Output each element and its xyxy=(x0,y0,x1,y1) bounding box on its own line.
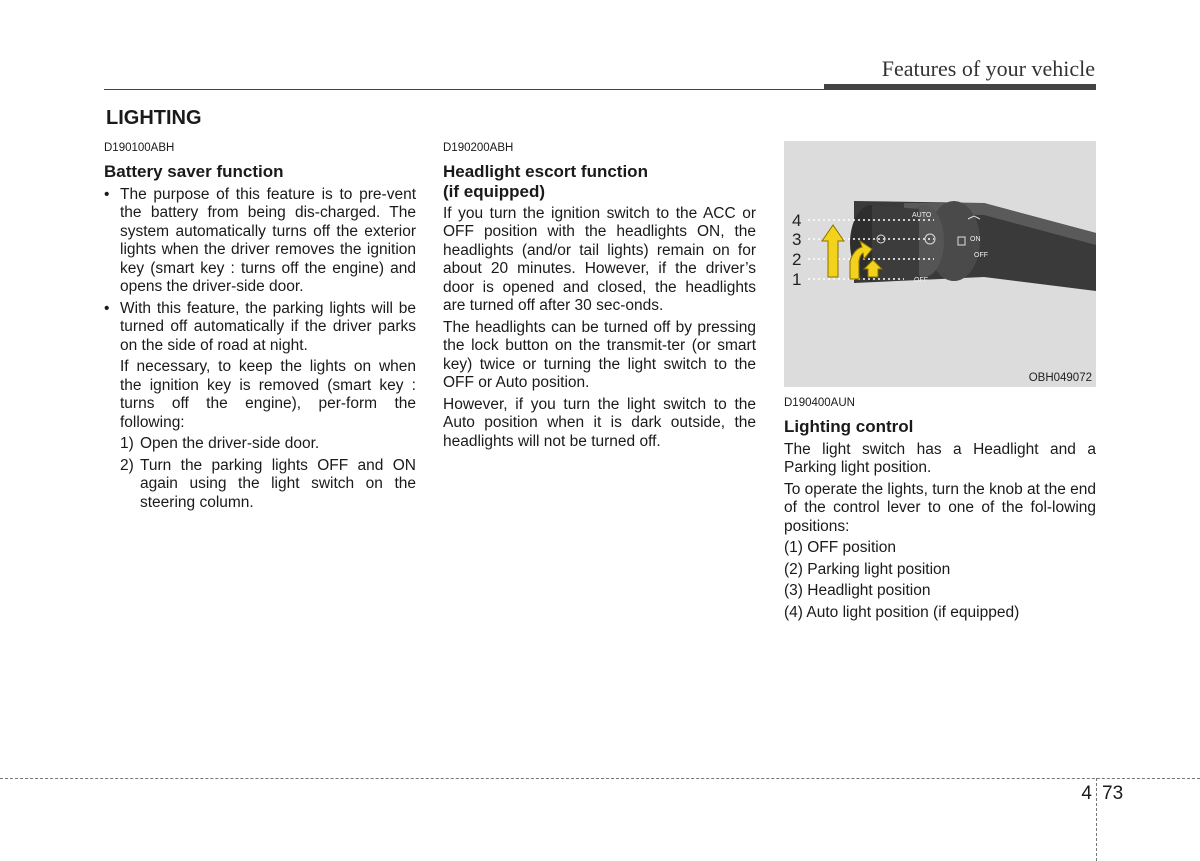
switch-label-on: ON xyxy=(970,236,981,243)
running-header: Features of your vehicle xyxy=(881,56,1095,81)
paragraph: However, if you turn the light switch to the Auto position when it is dark outside, the headlights will not be turned off. xyxy=(443,395,756,450)
header-rule xyxy=(104,89,824,90)
header-rule-thick xyxy=(824,84,1096,90)
footer-divider xyxy=(1096,778,1097,861)
step-item: 1) Open the driver-side door. xyxy=(120,435,320,452)
section-code: D190100ABH xyxy=(104,142,175,154)
list-item: (3) Headlight position xyxy=(784,582,931,599)
switch-label-off: OFF xyxy=(914,277,928,284)
list-item: (4) Auto light position (if equipped) xyxy=(784,603,1020,621)
list-item: (2) Parking light position xyxy=(784,560,951,578)
chapter-number: 4 xyxy=(1081,783,1092,804)
paragraph: The light switch has a Headlight and a Parking light position. xyxy=(784,440,1096,476)
bullet-icon: • xyxy=(104,185,110,203)
page-number: 73 xyxy=(1102,783,1124,804)
paragraph: If you turn the ignition switch to the ACC or OFF position with the headlights ON, the headlights (and/or tail lights) remain on for about 20 minutes. However, if the driver’s door is opened and closed, the headlights are turned off after 30 sec-onds. xyxy=(443,204,756,314)
column-battery-saver xyxy=(104,139,416,515)
light-switch-figure xyxy=(784,141,1096,387)
position-label-2: 2 xyxy=(792,250,802,269)
switch-label-auto: AUTO xyxy=(912,212,932,219)
bullet-icon: • xyxy=(104,299,110,317)
bullet-item: • With this feature, the parking lights will be turned off automatically if the driver parks on the side of road at night. xyxy=(104,299,416,354)
bullet-item: • The purpose of this feature is to pre-vent the battery from being dis-charged. The system automatically turns off the exterior lights when the driver removes the ignition key (smart key : turns off the engine) and opens the driver-side door. xyxy=(104,185,416,295)
light-switch-illustration xyxy=(784,141,1096,387)
step-item: 2) Turn the parking lights OFF and ON again using the light switch on the steering column. xyxy=(120,456,416,511)
paragraph: The headlights can be turned off by pressing the lock button on the transmit-ter (or smart key) twice or turning the light switch to the OFF or Auto position. xyxy=(443,318,756,391)
switch-label-off2: OFF xyxy=(974,252,988,259)
column-headlight-escort xyxy=(443,139,756,454)
heading-lighting-control: Lighting control xyxy=(784,416,914,436)
section-code: D190200ABH xyxy=(443,142,514,154)
section-code: D190400AUN xyxy=(784,397,855,409)
figure-code: OBH049072 xyxy=(1028,372,1092,384)
list-item: (1) OFF position xyxy=(784,539,896,556)
position-label-1: 1 xyxy=(792,270,802,289)
paragraph: If necessary, to keep the lights on when the ignition key is removed (smart key : turns off the engine), per-form the following: xyxy=(120,358,416,431)
paragraph: To operate the lights, turn the knob at the end of the control lever to one of the fol-lowing positions: xyxy=(784,480,1096,535)
footer-rule xyxy=(0,778,1200,779)
arrow-icon xyxy=(822,225,844,277)
position-label-4: 4 xyxy=(792,211,802,230)
column-lighting-control xyxy=(784,394,1096,625)
section-title: LIGHTING xyxy=(106,107,202,129)
heading-battery-saver: Battery saver function xyxy=(104,161,284,181)
heading-headlight-escort: Headlight escort function (if equipped) xyxy=(443,161,648,201)
position-label-3: 3 xyxy=(792,230,802,249)
